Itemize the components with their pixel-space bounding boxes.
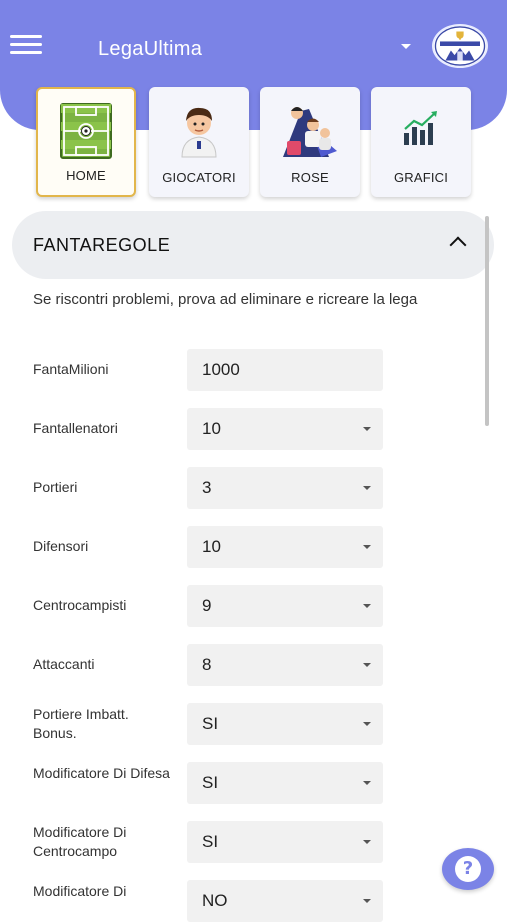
rule-row-portiere-imbattuto (0, 703, 507, 745)
nav-tile-grafici[interactable] (371, 87, 471, 197)
dropdown-arrow-icon (363, 545, 371, 549)
fantamilioni-input[interactable] (187, 349, 383, 391)
rule-value: SI (202, 773, 219, 792)
league-dropdown-icon[interactable] (401, 44, 411, 49)
league-logo-icon (434, 26, 486, 66)
rule-label: Fantallenatori (33, 420, 118, 436)
chevron-up-icon[interactable] (450, 237, 467, 254)
rule-label: Portieri (33, 479, 78, 495)
rule-row-centrocampisti (0, 585, 507, 627)
rule-row-modificatore-attacco (0, 880, 507, 922)
squad-icon (260, 99, 360, 159)
help-button[interactable] (442, 848, 494, 890)
rule-value: NO (202, 891, 228, 910)
notice-text: Se riscontri problemi, prova ad eliminare e ricreare la lega (33, 291, 418, 308)
centrocampisti-select[interactable] (187, 585, 383, 627)
player-avatar-icon (149, 99, 249, 159)
portiere-imbattuto-select[interactable] (187, 703, 383, 745)
modificatore-difesa-select[interactable] (187, 762, 383, 804)
rule-label: Modificatore Di Centrocampo (33, 824, 127, 859)
dropdown-arrow-icon (363, 781, 371, 785)
rule-value: 1000 (202, 360, 240, 379)
rule-value: SI (202, 714, 219, 733)
dropdown-arrow-icon (363, 427, 371, 431)
league-title[interactable]: LegaUltima (98, 38, 203, 60)
rule-row-portieri (0, 467, 507, 509)
rule-row-difensori (0, 526, 507, 568)
scrollbar[interactable] (485, 216, 489, 426)
rule-row-modificatore-centrocampo (0, 821, 507, 863)
rule-label: Difensori (33, 538, 89, 554)
hamburger-menu-icon[interactable] (10, 35, 42, 55)
rule-value: 10 (202, 537, 221, 556)
main-navigation (36, 87, 476, 199)
difensori-select[interactable] (187, 526, 383, 568)
nav-label-rose: ROSE (291, 170, 329, 185)
rule-value: 8 (202, 655, 212, 674)
nav-tile-rose[interactable] (260, 87, 360, 197)
dropdown-arrow-icon (363, 663, 371, 667)
rule-value: 10 (202, 419, 221, 438)
rule-value: 9 (202, 596, 212, 615)
rule-label: Modificatore Di Difesa (33, 765, 170, 781)
rule-label: Attaccanti (33, 656, 95, 672)
nav-tile-home[interactable] (36, 87, 136, 197)
league-logo[interactable] (432, 24, 488, 68)
dropdown-arrow-icon (363, 840, 371, 844)
dropdown-arrow-icon (363, 486, 371, 490)
rule-label: Centrocampisti (33, 597, 127, 613)
rule-row-fantallenatori (0, 408, 507, 450)
help-question-icon: ? (455, 856, 481, 882)
nav-label-giocatori: GIOCATORI (162, 170, 236, 185)
fantallenatori-select[interactable] (187, 408, 383, 450)
nav-label-home: HOME (66, 168, 106, 183)
section-title: FANTAREGOLE (33, 235, 171, 255)
modificatore-centrocampo-select[interactable] (187, 821, 383, 863)
portieri-select[interactable] (187, 467, 383, 509)
rule-label: Portiere Imbatt. Bonus. (33, 706, 129, 741)
dropdown-arrow-icon (363, 722, 371, 726)
rule-row-attaccanti (0, 644, 507, 686)
rule-value: SI (202, 832, 219, 851)
nav-tile-giocatori[interactable] (149, 87, 249, 197)
rule-label: Modificatore Di (33, 883, 127, 899)
attaccanti-select[interactable] (187, 644, 383, 686)
nav-label-grafici: GRAFICI (393, 170, 449, 185)
dropdown-arrow-icon (363, 604, 371, 608)
football-field-icon (38, 101, 134, 161)
fantaregole-section-header[interactable] (12, 211, 494, 279)
rule-row-modificatore-difesa (0, 762, 507, 804)
modificatore-attacco-select[interactable] (187, 880, 383, 922)
bar-chart-icon (371, 99, 471, 159)
rule-label: FantaMilioni (33, 361, 109, 377)
rule-value: 3 (202, 478, 212, 497)
rule-row-fantamilioni (0, 349, 507, 391)
dropdown-arrow-icon (363, 899, 371, 903)
